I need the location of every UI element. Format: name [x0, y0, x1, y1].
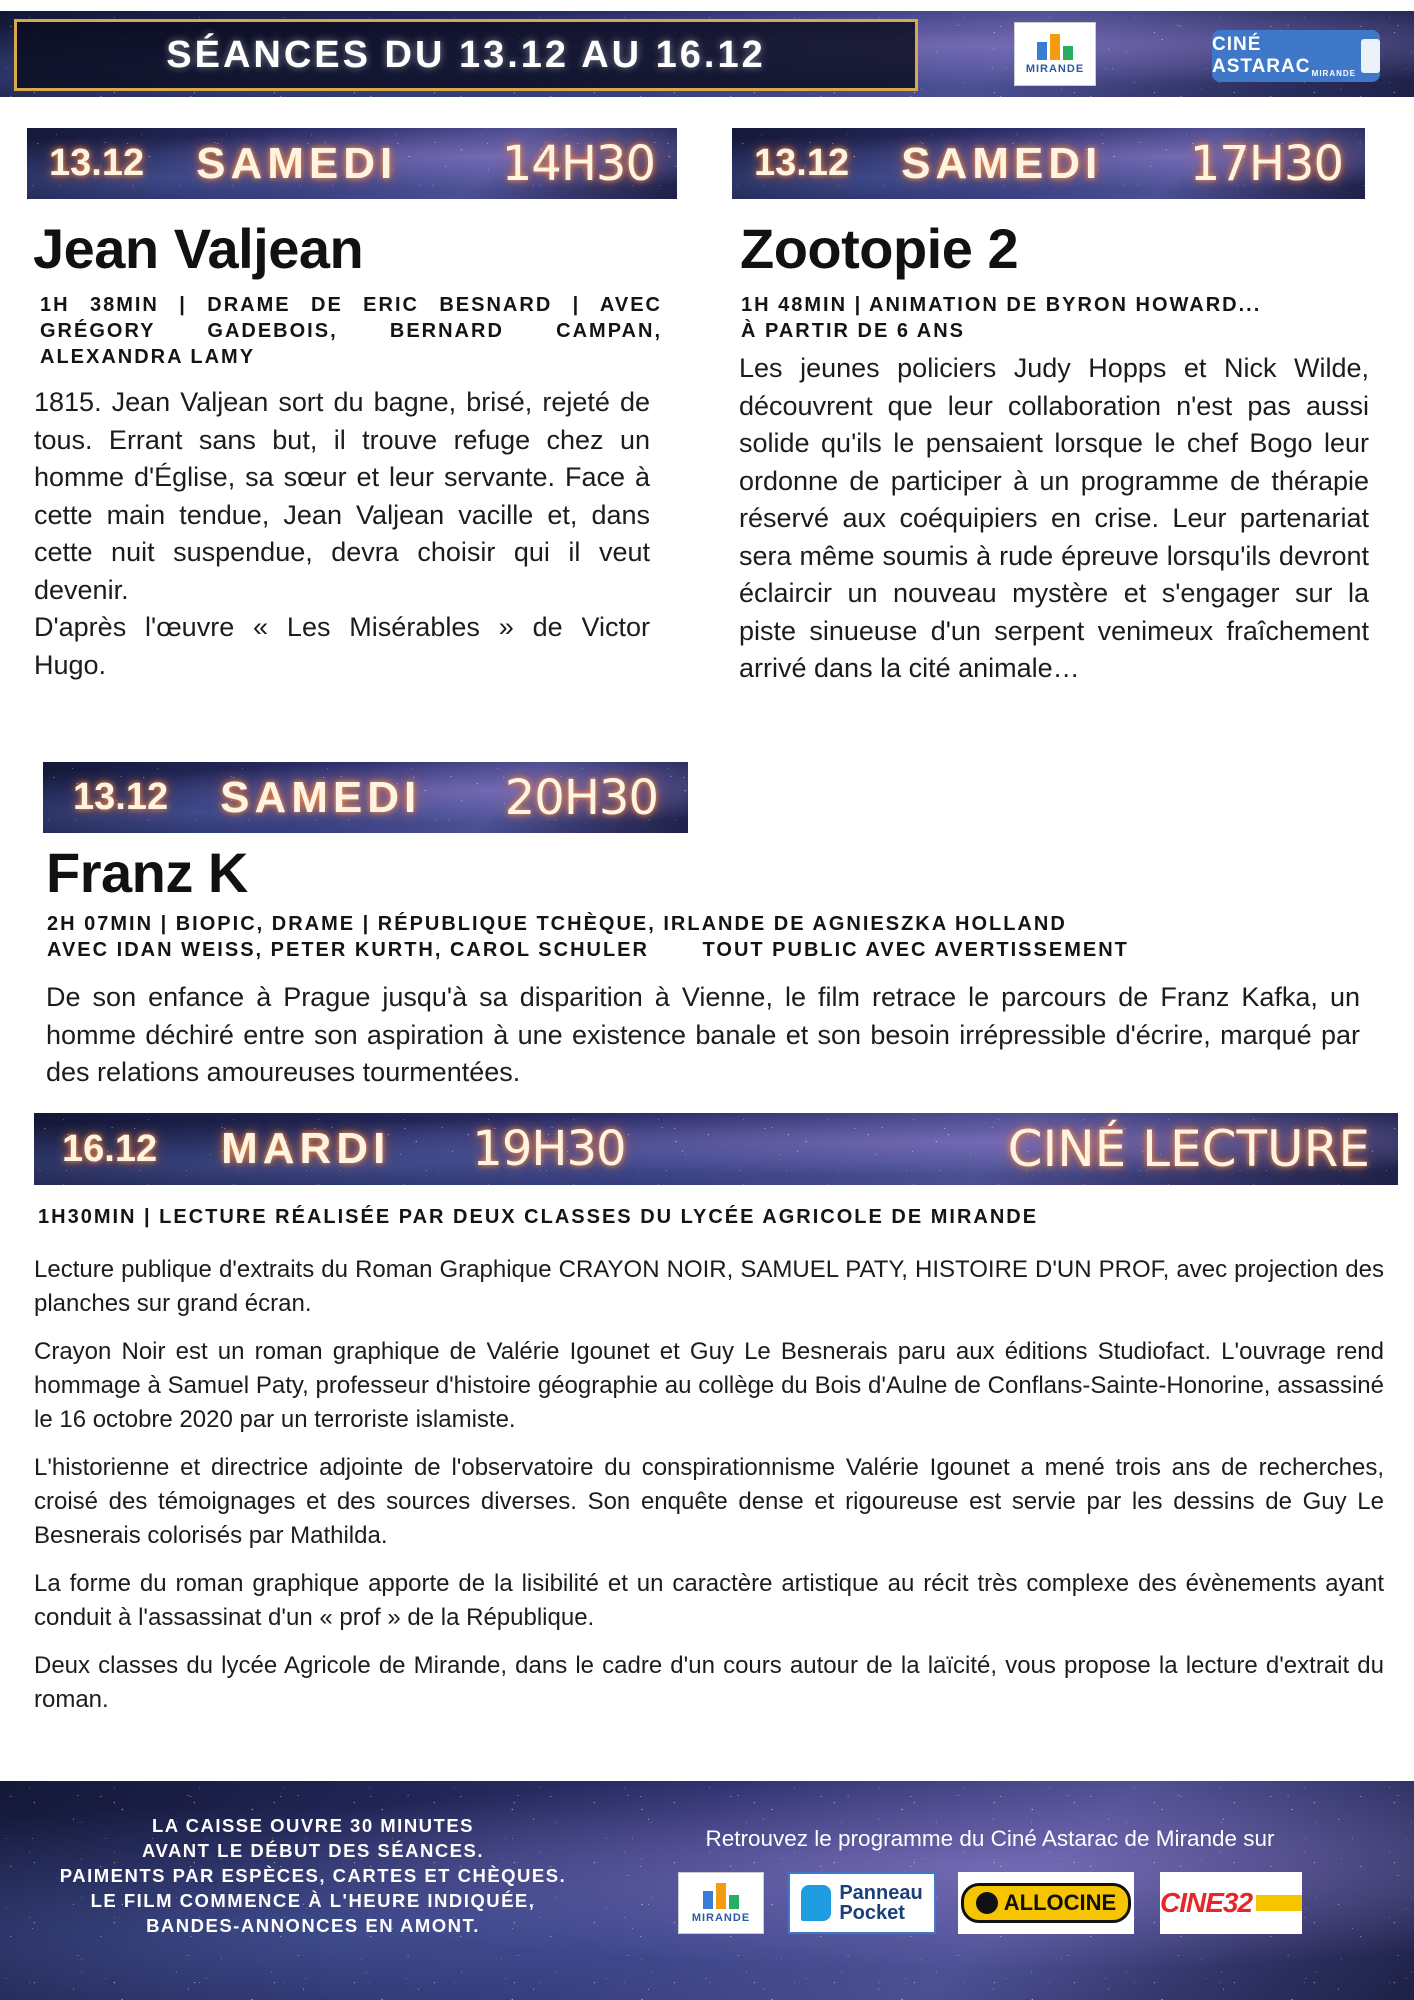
- allocine-link[interactable]: [958, 1872, 1134, 1934]
- film-cast: AVEC IDAN WEISS, PETER KURTH, CAROL SCHULER: [47, 939, 649, 961]
- film-meta-line: [47, 937, 1377, 963]
- footer-mirande-link[interactable]: [678, 1872, 764, 1934]
- cine-astarac-logo-sub: MIRANDE: [1311, 69, 1356, 78]
- session-banner-2: [732, 128, 1365, 199]
- session-event-type: CINÉ LECTURE: [1007, 1120, 1370, 1178]
- film-meta-line: 2H 07MIN | BIOPIC, DRAME | RÉPUBLIQUE TCHÈQUE, IRLANDE DE AGNIESZKA HOLLAND: [47, 913, 1067, 935]
- film-title-jean-valjean: Jean Valjean: [33, 217, 364, 280]
- film-meta-franz-k: [47, 911, 1377, 963]
- footer-caption: Retrouvez le programme du Ciné Astarac de Mirande sur: [705, 1826, 1275, 1851]
- panneau-pocket-text-2: Pocket: [839, 1902, 905, 1924]
- panneau-pocket-icon: [801, 1885, 831, 1921]
- footer-info-line: AVANT LE DÉBUT DES SÉANCES.: [141, 1840, 484, 1861]
- mirande-logo-icon: [703, 1883, 739, 1909]
- film-description-zootopie-2: [739, 350, 1369, 688]
- session-banner-3: [43, 762, 688, 833]
- allocine-text: ALLOCINE: [1003, 1890, 1117, 1915]
- event-paragraph: Deux classes du lycée Agricole de Mirande, dans le cadre d'un cours autour de la laïcité, vous propose la lecture d'extrait du roman.: [34, 1652, 1384, 1713]
- cine32-text: CINE32: [1160, 1887, 1253, 1918]
- page-title: SÉANCES DU 13.12 AU 16.12: [14, 19, 918, 91]
- film-synopsis: De son enfance à Prague jusqu'à sa disparition à Vienne, le film retrace le parcours de Franz Kafka, un homme déchiré entre son aspiration à une existence banale et son besoin irrépressible d'écrire, marqué par des relations amoureuses tourmentées.: [46, 982, 1360, 1087]
- session-time: 17H30: [1189, 135, 1343, 192]
- session-day: SAMEDI: [220, 772, 422, 822]
- session-date: 16.12: [62, 1127, 158, 1170]
- event-paragraph: Crayon Noir est un roman graphique de Valérie Igounet et Guy Le Besnerais paru aux éditions Studiofact. L'ouvrage rend hommage à Samuel Paty, professeur d'histoire géographie au collège du Bois d'Aulne de Conflans-Sainte-Honorine, assassiné le 16 octobre 2020 par un terroriste islamiste.: [34, 1338, 1384, 1433]
- film-meta-zootopie-2: [741, 292, 1363, 344]
- session-date: 13.12: [73, 776, 169, 818]
- session-date: 13.12: [754, 142, 850, 184]
- session-time: 19H30: [472, 1121, 626, 1177]
- film-synopsis: Les jeunes policiers Judy Hopps et Nick Wilde, découvrent que leur collaboration n'est pas aussi solide qu'ils le pensaient lorsque le chef Bogo leur ordonne de participer à un programme de thérapie réservé aux coéquipiers en crise. Leur partenariat sera même soumis à rude épreuve lorsqu'ils devront éclaircir un nouveau mystère et s'engager sur la piste sinueuse d'un serpent venimeux fraîchement arrivé dans la cité animale…: [739, 353, 1369, 683]
- film-description-franz-k: [46, 979, 1360, 1092]
- session-date: 13.12: [49, 142, 145, 184]
- event-paragraph: L'historienne et directrice adjointe de l'observatoire du conspirationnisme Valérie Igounet a mené trois ans de recherches, croisé des témoignages et des sources diverses. Son enquête dense et rigoureuse est servie par les dessins de Guy Le Besnerais colorisés par Mathilda.: [34, 1454, 1384, 1549]
- film-synopsis: 1815. Jean Valjean sort du bagne, brisé, rejeté de tous. Errant sans but, il trouve refuge chez un homme d'Église, sa sœur et leur servante. Face à cette main tendue, Jean Valjean vacille et, dans cette nuit suspendue, devra choisir qui il veut devenir.: [34, 387, 650, 605]
- film-description-jean-valjean: [34, 384, 650, 684]
- film-meta-line: 1H 48MIN | ANIMATION DE BYRON HOWARD...: [741, 294, 1262, 316]
- session-day: MARDI: [221, 1124, 391, 1173]
- event-paragraph: Lecture publique d'extraits du Roman Graphique CRAYON NOIR, SAMUEL PATY, HISTOIRE D'UN PROF, avec projection des planches sur grand écran.: [34, 1256, 1384, 1317]
- session-time: 14H30: [501, 135, 655, 192]
- event-meta-cine-lecture: 1H30MIN | LECTURE RÉALISÉE PAR DEUX CLASSES DU LYCÉE AGRICOLE DE MIRANDE: [38, 1206, 1039, 1228]
- cine32-stripe-icon: [1256, 1895, 1302, 1911]
- session-time: 20H30: [504, 769, 658, 826]
- mirande-logo-text: MIRANDE: [691, 1911, 751, 1924]
- footer-practical-info: [28, 1813, 598, 1938]
- allocine-icon: [976, 1892, 998, 1914]
- session-banner-1: [27, 128, 677, 199]
- film-title-zootopie-2: Zootopie 2: [740, 217, 1019, 280]
- session-day: SAMEDI: [196, 138, 398, 188]
- footer-info-line: LE FILM COMMENCE À L'HEURE INDIQUÉE,: [90, 1890, 536, 1911]
- mirande-logo-text: MIRANDE: [1025, 62, 1085, 75]
- film-reel-icon: [1361, 39, 1380, 73]
- panneau-pocket-text-1: Panneau: [839, 1882, 923, 1904]
- mirande-logo-icon: [1037, 34, 1073, 60]
- session-day: SAMEDI: [901, 138, 1103, 188]
- film-note: D'après l'œuvre « Les Misérables » de Victor Hugo.: [34, 612, 650, 680]
- cine-astarac-logo: [1212, 30, 1380, 82]
- footer-info-line: BANDES-ANNONCES EN AMONT.: [146, 1915, 480, 1936]
- film-meta-line: À PARTIR DE 6 ANS: [741, 320, 966, 342]
- footer-info-line: LA CAISSE OUVRE 30 MINUTES: [151, 1815, 475, 1836]
- cine32-link[interactable]: [1160, 1872, 1302, 1934]
- film-audience: TOUT PUBLIC AVEC AVERTISSEMENT: [702, 939, 1129, 961]
- session-banner-4: [34, 1113, 1398, 1185]
- event-description-cine-lecture: [34, 1253, 1384, 1731]
- cine-astarac-logo-text: CINÉ ASTARAC: [1212, 34, 1311, 77]
- panneau-pocket-link[interactable]: [788, 1872, 936, 1934]
- mirande-logo: [1014, 22, 1096, 86]
- event-paragraph: La forme du roman graphique apporte de la lisibilité et un caractère artistique au récit très complexe des évènements ayant conduit à l'assassinat d'un « prof » de la République.: [34, 1570, 1384, 1631]
- footer-info-line: PAIMENTS PAR ESPÈCES, CARTES ET CHÈQUES.: [59, 1865, 567, 1886]
- film-title-franz-k: Franz K: [46, 841, 248, 904]
- film-meta-jean-valjean: 1H 38MIN | DRAME DE ERIC BESNARD | AVEC GRÉGORY GADEBOIS, BERNARD CAMPAN, ALEXANDRA LAMY: [40, 294, 662, 368]
